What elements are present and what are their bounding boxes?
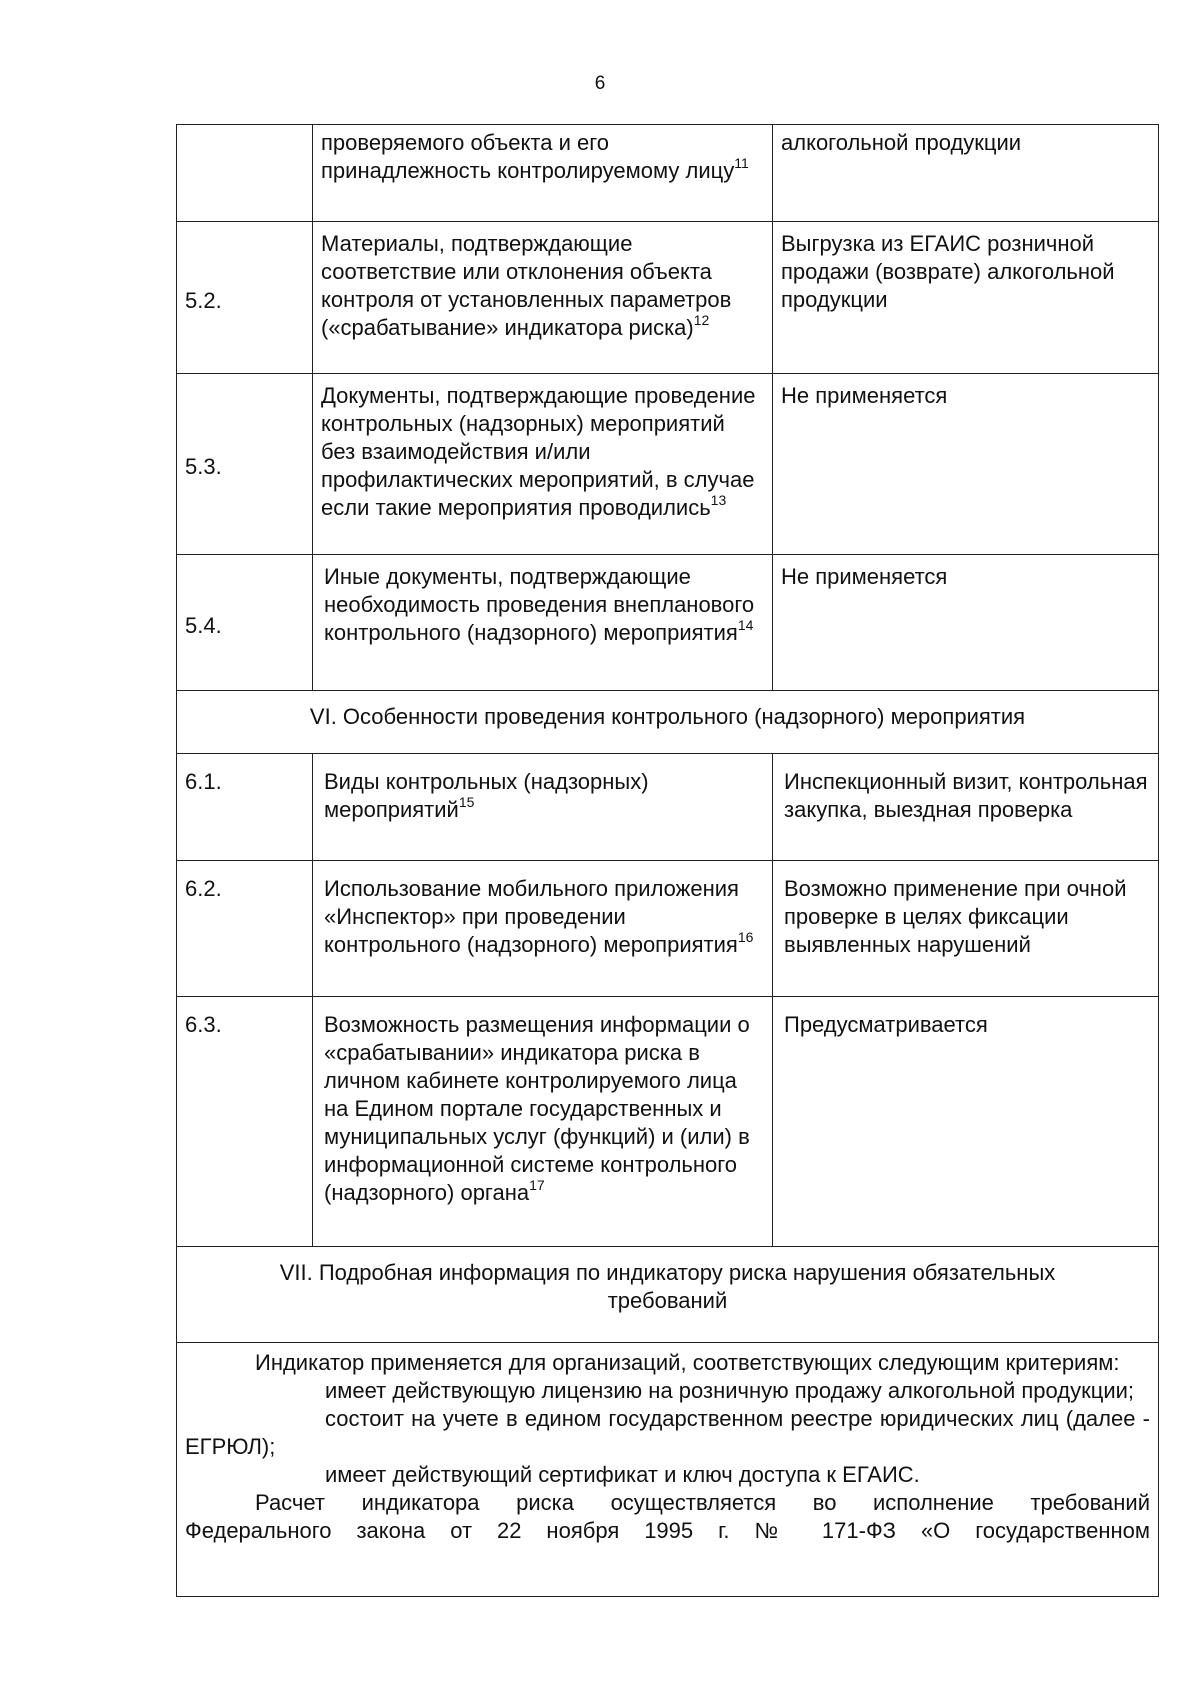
criteria-item: имеет действующий сертификат и ключ доступа к ЕГАИС. xyxy=(325,1462,920,1487)
row-number: 6.1. xyxy=(177,754,313,861)
criteria-intro: Индикатор применяется для организаций, соответствующих следующим критериям: xyxy=(255,1350,1120,1375)
indicator-table xyxy=(176,124,1159,1597)
row-description: Материалы, подтверждающие соответствие или отклонения объекта контроля от установленных параметров («срабатывание» индикатора риска)$^{12}$ xyxy=(313,222,773,374)
calculation-text: Федерального закона от 22 ноября 1995 г. № 171-ФЗ «О государственном xyxy=(185,1518,1150,1543)
row-description: Возможность размещения информации о «срабатывании» индикатора риска в личном кабинете контролируемого лица на Едином портале государственных и муниципальных услуг (функций) и (или) в информационной системе контрольного (надзорного) органа$^{17}$ xyxy=(313,997,773,1247)
calculation-text: Расчет индикатора риска осуществляется во исполнение требований xyxy=(255,1490,1150,1515)
table-row xyxy=(177,125,1159,222)
row-description: Документы, подтверждающие проведение контрольных (надзорных) мероприятий без взаимодействия и/или профилактических мероприятий, в случае если такие мероприятия проводились$^{13}$ xyxy=(313,374,773,555)
table-row xyxy=(177,997,1159,1247)
row-value: Возможно применение при очной проверке в целях фиксации выявленных нарушений xyxy=(773,861,1159,997)
footnote-ref: 17 xyxy=(529,1176,545,1193)
criteria-item: состоит на учете в едином государственном реестре юридических лиц (далее - ЕГРЮЛ); xyxy=(185,1406,1150,1459)
row-value: Выгрузка из ЕГАИС розничной продажи (возврате) алкогольной продукции xyxy=(773,222,1159,374)
row-number: 5.4. xyxy=(177,555,313,691)
row-description: Виды контрольных (надзорных) мероприятий$^{15}$ xyxy=(313,754,773,861)
criteria-text xyxy=(177,1343,1159,1597)
table-row xyxy=(177,374,1159,555)
footnote-ref: 16 xyxy=(737,928,754,945)
footnote-ref: 13 xyxy=(710,491,727,508)
row-value: алкогольной продукции xyxy=(773,125,1159,222)
table-row xyxy=(177,555,1159,691)
footnote-ref: 11 xyxy=(734,154,749,171)
section-heading-row xyxy=(177,691,1159,754)
row-description: Использование мобильного приложения «Инспектор» при проведении контрольного (надзорного) мероприятия$^{16}$ xyxy=(313,861,773,997)
page-number: 6 xyxy=(594,73,606,94)
row-value: Не применяется xyxy=(773,555,1159,691)
criteria-row xyxy=(177,1343,1159,1597)
table-row xyxy=(177,222,1159,374)
table-row xyxy=(177,861,1159,997)
footnote-ref: 15 xyxy=(458,793,475,810)
row-number: 5.3. xyxy=(177,374,313,555)
table-row xyxy=(177,754,1159,861)
section-heading-row xyxy=(177,1247,1159,1343)
row-number xyxy=(177,125,313,222)
criteria-item: имеет действующую лицензию на розничную продажу алкогольной продукции; xyxy=(325,1378,1135,1403)
row-number: 6.3. xyxy=(177,997,313,1247)
row-value: Не применяется xyxy=(773,374,1159,555)
row-description: проверяемого объекта и его принадлежность контролируемому лицу$^{11}$ xyxy=(313,125,773,222)
footnote-ref: 12 xyxy=(693,311,710,328)
section-title: VI. Особенности проведения контрольного (надзорного) мероприятия xyxy=(177,691,1159,754)
section-title: VII. Подробная информация по индикатору риска нарушения обязательных требований xyxy=(177,1247,1159,1343)
row-value: Инспекционный визит, контрольная закупка, выездная проверка xyxy=(773,754,1159,861)
row-value: Предусматривается xyxy=(773,997,1159,1247)
footnote-ref: 14 xyxy=(737,616,754,633)
row-number: 5.2. xyxy=(177,222,313,374)
row-description: Иные документы, подтверждающие необходимость проведения внепланового контрольного (надзорного) мероприятия$^{14}$ xyxy=(313,555,773,691)
row-number: 6.2. xyxy=(177,861,313,997)
